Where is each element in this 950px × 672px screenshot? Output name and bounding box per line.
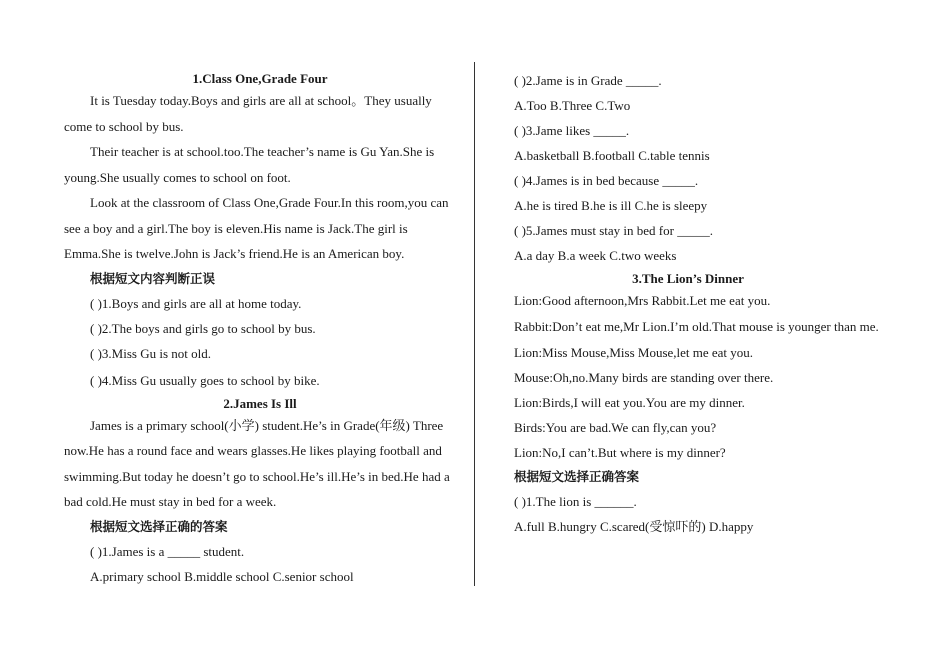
column-divider [474, 62, 475, 586]
options-line: A.full B.hungry C.scared(受惊吓的) D.happy [514, 519, 754, 534]
dialogue-line: Birds:You are bad.We can fly,can you? [514, 420, 717, 435]
section-2-title: 2.James Is Ill [223, 395, 297, 411]
question-line: ( )4.Miss Gu usually goes to school by bike. [90, 372, 320, 388]
section-2-instruction: 根据短文选择正确的答案 [90, 518, 228, 534]
options-line: A.he is tired B.he is ill C.he is sleepy [514, 198, 708, 213]
question-line: ( )5.James must stay in bed for _____. [514, 223, 713, 238]
question-line: ( )1.James is a _____ student. [90, 543, 245, 559]
question-line: ( )2.Jame is in Grade _____. [514, 73, 662, 88]
question-line: ( )2.The boys and girls go to school by bus. [90, 320, 316, 336]
options-line: A.a day B.a week C.two weeks [514, 248, 677, 263]
left-column [64, 70, 456, 589]
dialogue-line: Lion:Miss Mouse,Miss Mouse,let me eat you. [514, 345, 754, 360]
dialogue-line: Rabbit:Don’t eat me,Mr Lion.I’m old.That mouse is younger than me. [514, 319, 879, 334]
options-line: A.basketball B.football C.table tennis [514, 148, 710, 163]
dialogue-line: Lion:No,I can’t.But where is my dinner? [514, 445, 726, 460]
question-line: ( )4.James is in bed because _____. [514, 173, 699, 188]
section-2-paragraph: James is a primary school(小学) student.He’s in Grade(年级) Three now.He has a round face and wears glasses.He likes playing football and swimming.But today he doesn’t go to school.He’s ill.He’s in bed.He had a bad cold.He must stay in bed for a week. [64, 417, 450, 509]
section-1-instruction: 根据短文内容判断正误 [90, 270, 216, 286]
question-line: ( )3.Jame likes _____. [514, 123, 630, 138]
section-1-paragraph: It is Tuesday today.Boys and girls are all at school。They usually come to school by bus. [64, 93, 432, 134]
options-line: A.primary school B.middle school C.senior school [90, 568, 354, 584]
dialogue-line: Mouse:Oh,no.Many birds are standing over there. [514, 370, 774, 385]
dialogue-line: Lion:Birds,I will eat you.You are my dinner. [514, 395, 745, 410]
section-1-paragraph: Look at the classroom of Class One,Grade Four.In this room,you can see a boy and a girl.The boy is eleven.His name is Jack.The girl is Emma.She is twelve.John is Jack’s friend.He is an American boy. [64, 195, 449, 261]
section-1-title: 1.Class One,Grade Four [192, 71, 328, 86]
question-line: ( )1.Boys and girls are all at home today. [90, 295, 302, 311]
question-line: ( )1.The lion is ______. [514, 494, 637, 509]
section-3-instruction: 根据短文选择正确答案 [514, 469, 640, 484]
options-line: A.Too B.Three C.Two [514, 98, 631, 113]
section-3-title: 3.The Lion’s Dinner [632, 271, 744, 286]
question-line: ( )3.Miss Gu is not old. [90, 345, 211, 361]
section-1-paragraph: Their teacher is at school.too.The teacher’s name is Gu Yan.She is young.She usually comes to school on foot. [64, 144, 435, 185]
dialogue-line: Lion:Good afternoon,Mrs Rabbit.Let me eat you. [514, 293, 771, 308]
right-column [488, 68, 888, 539]
